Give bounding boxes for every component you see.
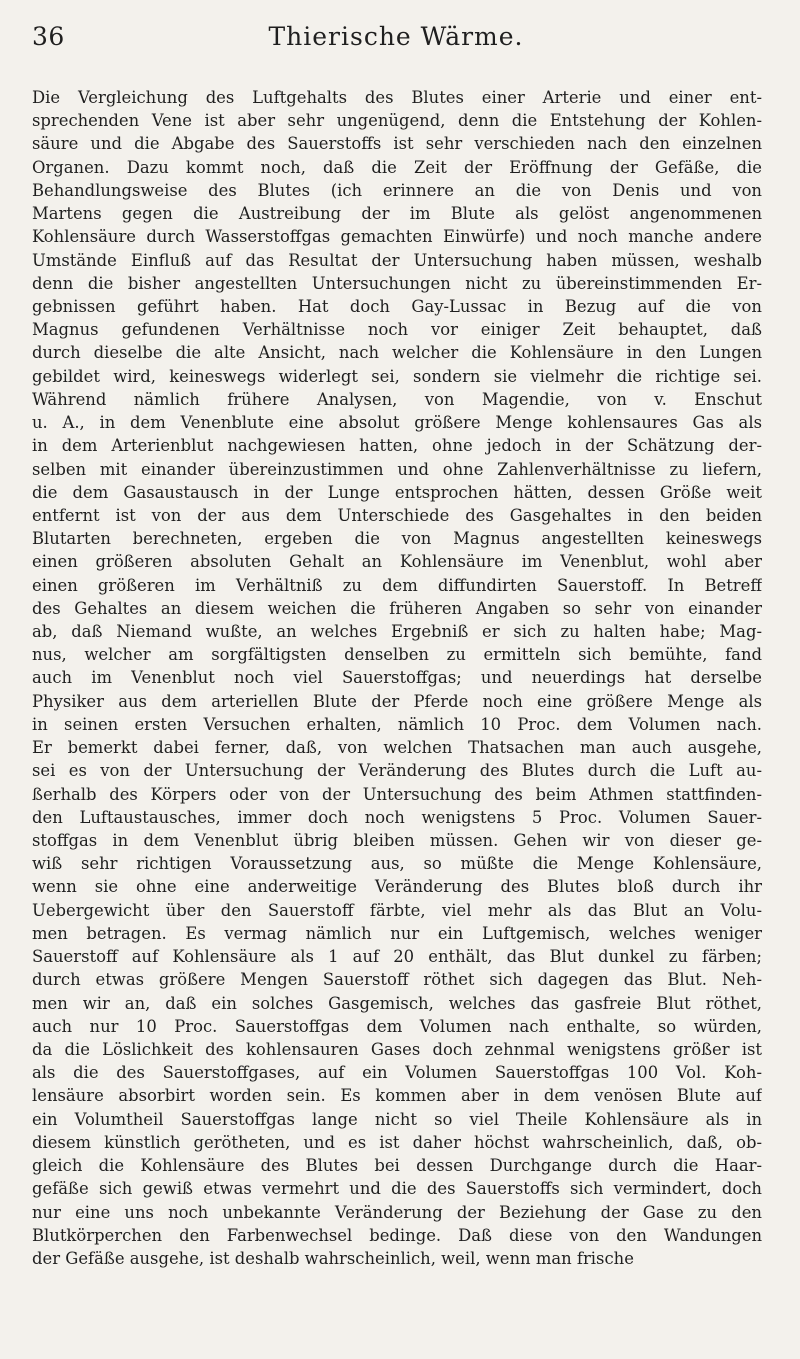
text-line: da die Löslichkeit des kohlensauren Gases doch zehnmal wenigstens größer ist [32, 1039, 762, 1059]
text-line: als die des Sauerstoffgases, auf ein Volumen Sauerstoffgas 100 Vol. Koh- [32, 1063, 762, 1083]
text-line: den Luftaustausches, immer doch noch wenigstens 5 Proc. Volumen Sauer- [32, 807, 762, 827]
text-line: durch dieselbe die alte Ansicht, nach welcher die Kohlensäure in den Lungen [32, 343, 762, 363]
text-line: ab, daß Niemand wußte, an welches Ergebniß er sich zu halten habe; Mag- [32, 622, 762, 642]
page-number: 36 [32, 22, 65, 51]
text-line: Behandlungsweise des Blutes (ich erinnere an die von Denis und von [32, 180, 762, 200]
text-line: Martens gegen die Austreibung der im Blute als gelöst angenommenen [32, 204, 762, 224]
text-line: in seinen ersten Versuchen erhalten, nämlich 10 Proc. dem Volumen nach. [32, 714, 762, 734]
text-line: nur eine uns noch unbekannte Veränderung der Beziehung der Gase zu den [32, 1202, 762, 1222]
text-line: men wir an, daß ein solches Gasgemisch, welches das gasfreie Blut röthet, [32, 993, 762, 1013]
text-line: der Gefäße ausgehe, ist deshalb wahrscheinlich, weil, wenn man frische [32, 1248, 634, 1268]
text-line: wenn sie ohne eine anderweitige Veränderung des Blutes bloß durch ihr [32, 877, 762, 897]
text-line: Während nämlich frühere Analysen, von Magendie, von v. Enschut [32, 389, 762, 409]
text-line: Blutarten berechneten, ergeben die von Magnus angestellten keineswegs [32, 529, 762, 549]
text-line: gebildet wird, keineswegs widerlegt sei, sondern sie vielmehr die richtige sei. [32, 366, 762, 386]
text-line: men betragen. Es vermag nämlich nur ein Luftgemisch, welches weniger [32, 923, 762, 943]
text-line: in dem Arterienblut nachgewiesen hatten, ohne jedoch in der Schätzung der- [32, 436, 762, 456]
text-line: gebnissen geführt haben. Hat doch Gay-Lussac in Bezug auf die von [32, 296, 762, 316]
text-line: die dem Gasaustausch in der Lunge entsprochen hätten, dessen Größe weit [32, 482, 762, 502]
text-line: auch nur 10 Proc. Sauerstoffgas dem Volumen nach enthalte, so würden, [32, 1016, 762, 1036]
text-line: gefäße sich gewiß etwas vermehrt und die des Sauerstoffs sich vermindert, doch [32, 1179, 762, 1199]
text-line: Sauerstoff auf Kohlensäure als 1 auf 20 enthält, das Blut dunkel zu färben; [32, 947, 762, 967]
text-line: Physiker aus dem arteriellen Blute der Pferde noch eine größere Menge als [32, 691, 762, 711]
page-header [32, 22, 760, 56]
text-line: auch im Venenblut noch viel Sauerstoffgas; und neuerdings hat derselbe [32, 668, 762, 688]
text-line: durch etwas größere Mengen Sauerstoff röthet sich dagegen das Blut. Neh- [32, 970, 762, 990]
text-line: denn die bisher angestellten Untersuchungen nicht zu übereinstimmenden Er- [32, 273, 762, 293]
text-line: Magnus gefundenen Verhältnisse noch vor einiger Zeit behauptet, daß [32, 320, 762, 340]
text-line: Blutkörperchen den Farbenwechsel bedinge. Daß diese von den Wandungen [32, 1225, 762, 1245]
text-line: wiß sehr richtigen Voraussetzung aus, so müßte die Menge Kohlensäure, [32, 854, 762, 874]
text-line: Organen. Dazu kommt noch, daß die Zeit der Eröffnung der Gefäße, die [32, 157, 762, 177]
text-line: Uebergewicht über den Sauerstoff färbte, viel mehr als das Blut an Volu- [32, 900, 762, 920]
text-line: nus, welcher am sorgfältigsten denselben zu ermitteln sich bemühte, fand [32, 645, 762, 665]
text-line: stoffgas in dem Venenblut übrig bleiben müssen. Gehen wir von dieser ge- [32, 831, 762, 850]
text-line: ßerhalb des Körpers oder von der Untersuchung des beim Athmen stattfinden- [32, 784, 762, 804]
text-line: sei es von der Untersuchung der Veränderung des Blutes durch die Luft au- [32, 761, 762, 781]
text-line: Er bemerkt dabei ferner, daß, von welchen Thatsachen man auch ausgehe, [32, 738, 762, 758]
text-line: säure und die Abgabe des Sauerstoffs ist sehr verschieden nach den einzelnen [32, 134, 762, 154]
text-line: lensäure absorbirt worden sein. Es kommen aber in dem venösen Blute auf [32, 1086, 762, 1106]
text-line: sprechenden Vene ist aber sehr ungenügend, denn die Entstehung der Kohlen- [32, 111, 762, 131]
text-line: u. A., in dem Venenblute eine absolut größere Menge kohlensaures Gas als [32, 413, 762, 433]
text-line: des Gehaltes an diesem weichen die früheren Angaben so sehr von einander [32, 598, 762, 618]
text-line: einen größeren absoluten Gehalt an Kohlensäure im Venenblut, wohl aber [32, 552, 762, 572]
text-line: ein Volumtheil Sauerstoffgas lange nicht so viel Theile Kohlensäure als in [32, 1109, 762, 1129]
text-line: Kohlensäure durch Wasserstoffgas gemachten Einwürfe) und noch manche andere [32, 227, 762, 247]
text-line: Umstände Einfluß auf das Resultat der Untersuchung haben müssen, weshalb [32, 250, 762, 270]
running-title: Thierische Wärme. [268, 22, 524, 51]
text-line: entfernt ist von der aus dem Unterschiede des Gasgehaltes in den beiden [32, 505, 762, 525]
text-line: diesem künstlich gerötheten, und es ist daher höchst wahrscheinlich, daß, ob- [32, 1132, 762, 1152]
text-line: gleich die Kohlensäure des Blutes bei dessen Durchgange durch die Haar- [32, 1156, 762, 1176]
body-text [32, 86, 762, 1270]
text-line: Die Vergleichung des Luftgehalts des Blutes einer Arterie und einer ent- [32, 88, 762, 107]
text-line: selben mit einander übereinzustimmen und ohne Zahlenverhältnisse zu liefern, [32, 459, 762, 479]
text-line: einen größeren im Verhältniß zu dem diffundirten Sauerstoff. In Betreff [32, 575, 762, 595]
